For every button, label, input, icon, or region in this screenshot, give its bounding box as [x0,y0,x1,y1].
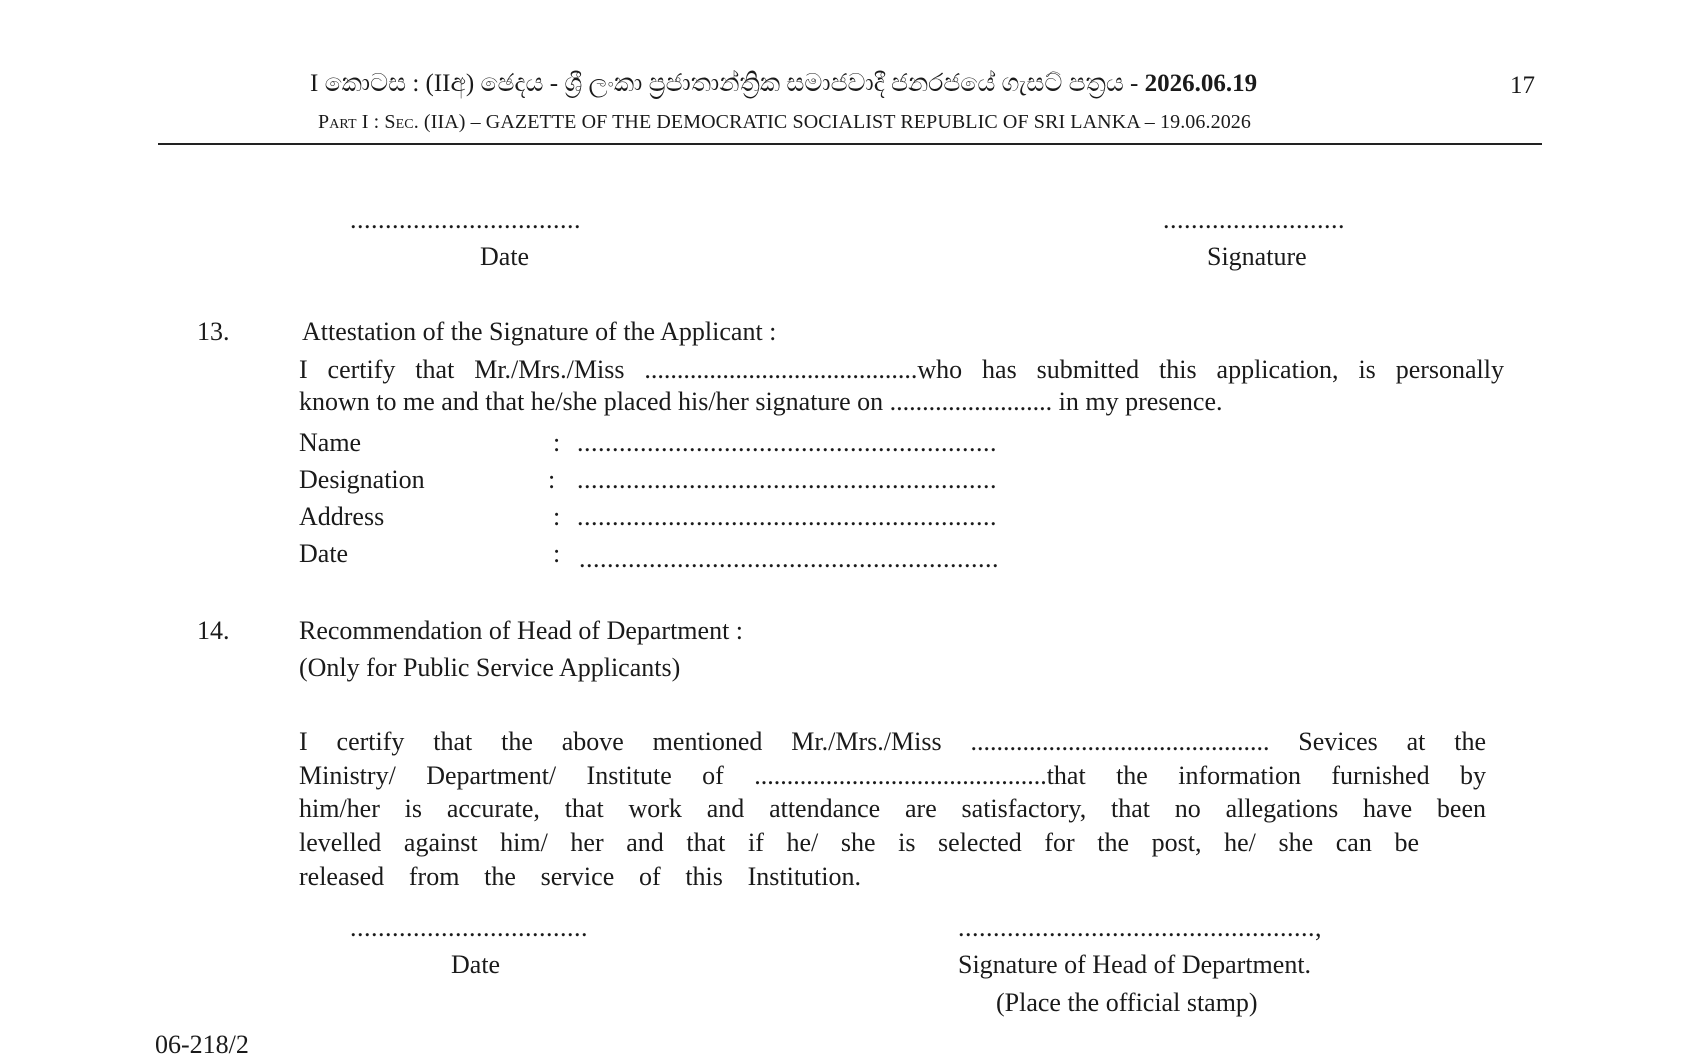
statement-line: known to me and that he/she placed his/her signature on ......................... in my presence. [299,387,1223,416]
designation-field-line: ............................................................ [577,465,997,494]
header-part: Part I [318,111,369,133]
date-label: Date [480,242,530,271]
date-line: ................................. [350,205,581,234]
head-date-line: .................................. [350,913,588,942]
head-signature-label: Signature of Head of Department. [958,950,1312,979]
field-colon: : [553,428,561,457]
header-title: (IIA) – GAZETTE OF THE DEMOCRATIC SOCIALIST REPUBLIC OF SRI LANKA – 19.06.2026 [418,111,1251,133]
section-14-title: Recommendation of Head of Department : [299,616,744,645]
field-label-designation: Designation [299,465,425,494]
section-14-paragraph [299,725,1486,826]
header-divider [158,143,1542,145]
field-label-address: Address [299,502,385,531]
signature-line: .......................... [1163,205,1345,234]
section-14-paragraph-end [299,860,861,894]
header-sinhala-date: 2026.06.19 [1144,70,1258,97]
head-signature-line: ..................................................., [958,913,1322,942]
section-13-statement [299,353,1504,387]
section-13-number: 13. [197,317,230,346]
address-field-line: ............................................................ [577,502,997,531]
page-number: 17 [1510,72,1535,99]
field-colon: : [553,502,561,531]
section-13-title: Attestation of the Signature of the Applicant : [302,317,777,346]
document-code: 06-218/2 [155,1030,249,1059]
field-colon: : [553,539,561,568]
header-sinhala-text: I කොටස : (IIඅ) ඡෙදය - ශ්‍රී ලංකා ප්‍රජාතාන්ත්‍රික සමාජවාදී ජනරජයේ ගැසට් පත්‍රය - [310,70,1145,97]
section-14-paragraph-cont [299,826,1419,860]
head-date-label: Date [451,950,501,979]
paragraph-line: him/her is accurate, that work and attendance are satisfactory, that no allegations have been [299,794,1486,824]
field-label-date: Date [299,539,349,568]
section-14-subtitle: (Only for Public Service Applicants) [299,653,681,682]
paragraph-line: levelled against him/ her and that if he/ she is selected for the post, he/ she can be [299,828,1419,857]
signature-label: Signature [1207,242,1307,271]
gazette-header-english: Part I : Sec. (IIA) – GAZETTE OF THE DEMOCRATIC SOCIALIST REPUBLIC OF SRI LANKA – 19.06.2026 [318,111,1251,133]
official-stamp-note: (Place the official stamp) [996,988,1258,1017]
paragraph-line: I certify that the above mentioned Mr./Mrs./Miss .............................................. Sevices at the [299,727,1486,756]
statement-line: I certify that Mr./Mrs./Miss ..........................................who has submitted this application, is personally [299,355,1504,384]
section-14-number: 14. [197,616,230,645]
field-colon: : [548,465,556,494]
date-field-line: ............................................................ [579,544,999,573]
gazette-header-sinhala [310,70,1257,98]
name-field-line: ............................................................ [577,428,997,457]
header-sec: Sec. [384,111,419,133]
field-label-name: Name [299,428,362,457]
paragraph-line: Ministry/ Department/ Institute of .............................................that the information furnished by [299,760,1486,790]
paragraph-line: released from the service of this Institution. [299,862,861,891]
